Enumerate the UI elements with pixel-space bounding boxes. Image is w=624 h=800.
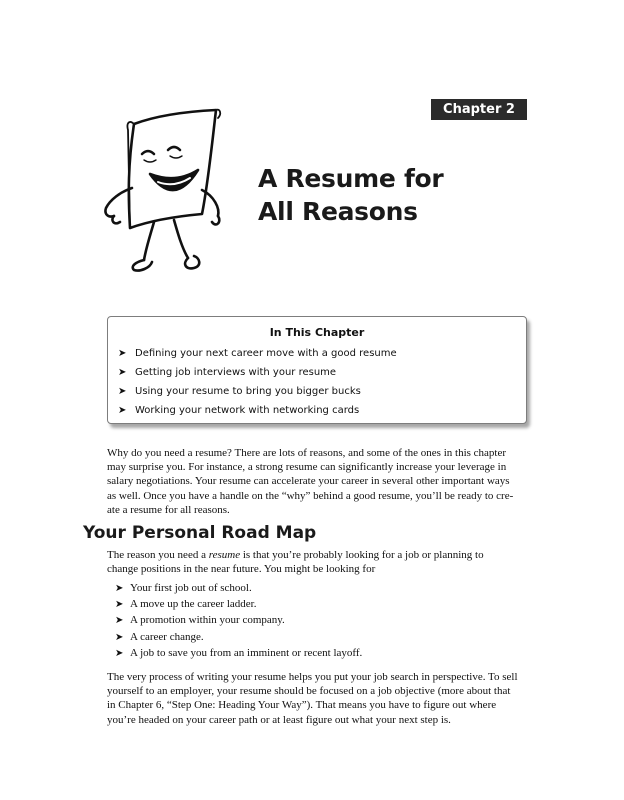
arrow-bullet-icon: ➤: [118, 367, 127, 378]
paragraph-text: is that you’re probably looking for a job or planning to: [240, 549, 484, 561]
list-item-text: A job to save you from an imminent or recent layoff.: [130, 646, 363, 659]
happy-resume-page-mascot-icon: [90, 104, 240, 282]
list-item-text: Working your network with networking cards: [135, 405, 360, 416]
chapter-number-tag: Chapter 2: [431, 99, 527, 120]
list-item: [115, 596, 362, 612]
chapter-title-line-2: All Reasons: [258, 197, 418, 226]
closing-paragraph: [107, 670, 533, 727]
list-item-text: Using your resume to bring you bigger bucks: [135, 386, 361, 397]
list-item: [115, 645, 362, 661]
intro-paragraph: [107, 446, 531, 517]
list-item: [115, 580, 362, 596]
paragraph-line: The very process of writing your resume helps you put your job search in perspective. To sell: [107, 671, 518, 683]
arrow-bullet-icon: ➤: [115, 583, 124, 594]
arrow-bullet-icon: ➤: [115, 615, 124, 627]
arrow-bullet-icon: ➤: [115, 631, 124, 643]
chapter-title-line-1: A Resume for: [258, 164, 444, 193]
arrow-bullet-icon: ➤: [118, 386, 127, 397]
road-map-paragraph: [107, 548, 527, 576]
list-item-text: A move up the career ladder.: [130, 598, 257, 611]
list-item: [115, 629, 362, 645]
list-item: [118, 382, 397, 401]
road-map-list: [115, 580, 362, 661]
list-item-text: Getting job interviews with your resume: [135, 367, 337, 378]
in-this-chapter-box: [107, 316, 527, 424]
list-item: [118, 401, 397, 420]
list-item-text: A promotion within your company.: [130, 614, 285, 627]
paragraph-text: The reason you need a: [107, 549, 209, 561]
paragraph-line: Why do you need a resume? There are lots of reasons, and some of the ones in this chapter: [107, 447, 507, 459]
list-item: [118, 344, 397, 363]
paragraph-line: yourself to an employer, your resume should be focused on a job objective (more about that: [107, 685, 511, 698]
list-item: [115, 612, 362, 628]
arrow-bullet-icon: ➤: [118, 405, 127, 416]
in-this-chapter-list: [118, 344, 397, 420]
paragraph-line: as well. Once you have a handle on the “why” behind a good resume, you’ll be ready to cre-: [107, 489, 514, 502]
list-item: [118, 363, 397, 382]
chapter-title: [258, 162, 558, 228]
arrow-bullet-icon: ➤: [115, 647, 124, 659]
list-item-text: Defining your next career move with a good resume: [135, 348, 397, 359]
paragraph-line: you’re headed on your career path or at least figure out what your next step is.: [107, 713, 451, 726]
section-heading: Your Personal Road Map: [83, 523, 317, 543]
list-item-text: Your first job out of school.: [130, 582, 252, 594]
list-item-text: A career change.: [130, 630, 204, 643]
paragraph-line: in Chapter 6, “Step One: Heading Your Way”). That means you have to figure out where: [107, 699, 497, 712]
paragraph-line: may surprise you. For instance, a strong resume can significantly increase your leverage in: [107, 461, 507, 474]
paragraph-line: salary negotiations. Your resume can accelerate your career in several other important ways: [107, 475, 510, 488]
arrow-bullet-icon: ➤: [118, 348, 127, 359]
in-this-chapter-heading: In This Chapter: [269, 326, 365, 339]
arrow-bullet-icon: ➤: [115, 599, 124, 611]
paragraph-line: change positions in the near future. You might be looking for: [107, 563, 376, 576]
paragraph-line: ate a resume for all reasons.: [107, 503, 230, 516]
emphasis-text: resume: [208, 549, 241, 561]
